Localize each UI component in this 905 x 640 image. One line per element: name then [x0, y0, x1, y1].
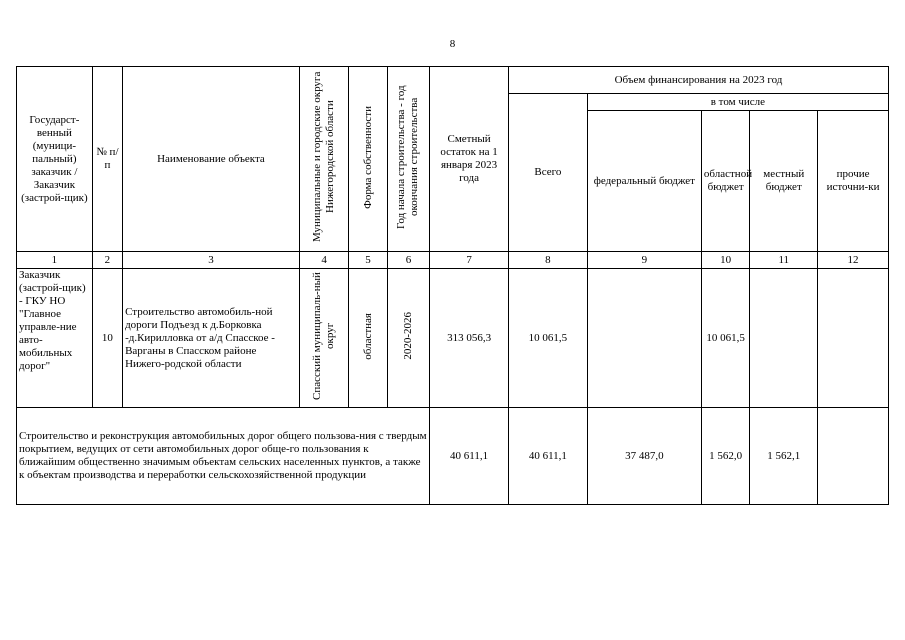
row-ownership-text: областная: [361, 312, 374, 360]
col-number: 5: [349, 252, 387, 269]
col-number: 3: [123, 252, 300, 269]
col-number: 2: [92, 252, 122, 269]
summary-row: [17, 408, 889, 505]
row-ownership: [349, 269, 387, 408]
col-number: 11: [750, 252, 818, 269]
header-district-text: Муниципальные и городские округа Нижегородской области: [311, 71, 337, 243]
col-number: 8: [508, 252, 587, 269]
header-object-name: Наименование объекта: [123, 67, 300, 252]
row-district-text: Спасский муниципаль-ный округ: [311, 272, 337, 400]
header-financing: Объем финансирования на 2023 год: [508, 67, 888, 94]
header-estimate: Сметный остаток на 1 января 2023 года: [430, 67, 509, 252]
header-regional: областной бюджет: [701, 111, 749, 252]
summary-total: 40 611,1: [508, 408, 587, 505]
col-number: 12: [818, 252, 889, 269]
header-total: Всего: [508, 94, 587, 252]
header-number: № п/п: [92, 67, 122, 252]
header-local: местный бюджет: [750, 111, 818, 252]
header-ownership: [349, 67, 387, 252]
page-number: 8: [449, 38, 456, 50]
header-other: прочие источни-ки: [818, 111, 889, 252]
col-number: 4: [299, 252, 349, 269]
header-customer: Государст-венный (муници-пальный) заказчик / Заказчик (застрой-щик): [17, 67, 93, 252]
column-numbers-row: [17, 252, 889, 269]
row-estimate: 313 056,3: [430, 269, 509, 408]
summary-local: 1 562,1: [750, 408, 818, 505]
summary-federal: 37 487,0: [587, 408, 701, 505]
col-number: 6: [387, 252, 429, 269]
row-customer: Заказчик (застрой-щик) - ГКУ НО "Главное управле-ние авто-мобильных дорог": [17, 269, 93, 408]
col-number: 7: [430, 252, 509, 269]
row-total: 10 061,5: [508, 269, 587, 408]
header-federal: федеральный бюджет: [587, 111, 701, 252]
row-other: [818, 269, 889, 408]
summary-estimate: 40 611,1: [430, 408, 509, 505]
row-years-text: 2020-2026: [401, 312, 414, 360]
row-regional: 10 061,5: [701, 269, 749, 408]
col-number: 1: [17, 252, 93, 269]
header-ownership-text: Форма собственности: [361, 105, 374, 209]
row-district: [299, 269, 349, 408]
header-including: в том числе: [587, 94, 888, 111]
col-number: 10: [701, 252, 749, 269]
header-years: [387, 67, 429, 252]
header-years-text: Год начала строительства - год окончания строительства: [395, 85, 421, 229]
row-years: [387, 269, 429, 408]
table-row: [17, 269, 889, 408]
row-federal: [587, 269, 701, 408]
financing-table: [16, 66, 889, 505]
row-local: [750, 269, 818, 408]
row-object-name: Строительство автомобиль-ной дороги Подъезд к д.Борковка -д.Кирилловка от а/д Спасское - Варганы в Спасском районе Нижего-родской области: [123, 269, 300, 408]
summary-other: [818, 408, 889, 505]
summary-text: Строительство и реконструкция автомобильных дорог общего пользова-ния с твердым покрытием, ведущих от сети автомобильных дорог обще-го пользования к ближайшим общественно значимым объектам сельских населенных пунктов, а также к объектам производства и переработки сельскохозяйственной продукции: [17, 408, 430, 505]
header-district: [299, 67, 349, 252]
col-number: 9: [587, 252, 701, 269]
row-number: 10: [92, 269, 122, 408]
summary-regional: 1 562,0: [701, 408, 749, 505]
